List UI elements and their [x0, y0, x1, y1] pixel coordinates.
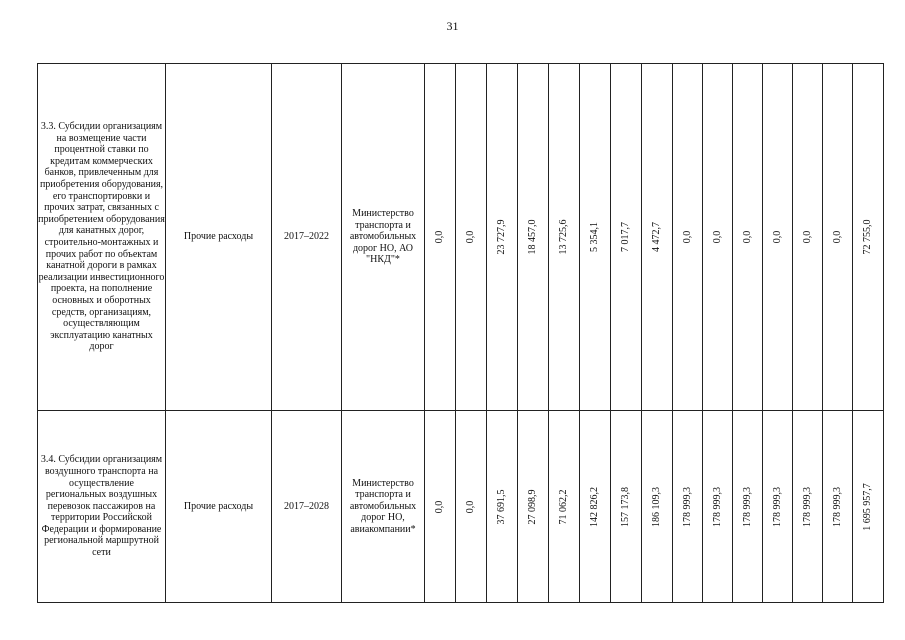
amount-cell: 178 999,3	[763, 411, 793, 603]
amount-cell: 18 457,0	[518, 64, 549, 411]
amount-cell: 142 826,2	[580, 411, 611, 603]
executor: Министерство транспорта и автомобильных дорог НО, АО "НКД"*	[342, 64, 425, 411]
measure-name: 3.4. Субсидии организациям воздушного транспорта на осуществление региональных воздушных перевозок пассажиров на территории Российской Федерации и формирование региональной маршрутной сети	[38, 411, 166, 603]
amount-cell: 13 725,6	[549, 64, 580, 411]
amount-cell: 37 691,5	[487, 411, 518, 603]
period: 2017–2022	[272, 64, 342, 411]
amount-cell: 0,0	[793, 64, 823, 411]
amount-cell: 186 109,3	[642, 411, 673, 603]
amount-cell: 5 354,1	[580, 64, 611, 411]
amount-cell: 0,0	[703, 64, 733, 411]
amount-cell: 178 999,3	[733, 411, 763, 603]
amount-cell: 0,0	[733, 64, 763, 411]
total-cell: 1 695 957,7	[853, 411, 884, 603]
executor: Министерство транспорта и автомобильных дорог НО, авиакомпании*	[342, 411, 425, 603]
budget-table	[37, 63, 884, 603]
amount-cell: 27 098,9	[518, 411, 549, 603]
amount-cell: 0,0	[763, 64, 793, 411]
amount-cell: 0,0	[673, 64, 703, 411]
amount-cell: 0,0	[823, 64, 853, 411]
amount-cell: 0,0	[456, 411, 487, 603]
measure-name: 3.3. Субсидии организациям на возмещение части процентной ставки по кредитам коммерческих банков, привлеченным для приобретения оборудования, его транспортировки и прочих затрат, связанных с приобретением оборудования для канатных дорог, строительно-монтажных и прочих работ по объектам канатной дороги в рамках реализации инвестиционного проекта, на пополнение основных и оборотных средств, организациям, осуществляющим эксплуатацию канатных дорог	[38, 64, 166, 411]
funding-source: Прочие расходы	[166, 411, 272, 603]
amount-cell: 178 999,3	[673, 411, 703, 603]
period: 2017–2028	[272, 411, 342, 603]
amount-cell: 178 999,3	[793, 411, 823, 603]
amount-cell: 0,0	[425, 411, 456, 603]
amount-cell: 7 017,7	[611, 64, 642, 411]
table-row	[38, 411, 884, 603]
amount-cell: 178 999,3	[823, 411, 853, 603]
amount-cell: 0,0	[425, 64, 456, 411]
amount-cell: 178 999,3	[703, 411, 733, 603]
total-cell: 72 755,0	[853, 64, 884, 411]
amount-cell: 23 727,9	[487, 64, 518, 411]
funding-source: Прочие расходы	[166, 64, 272, 411]
amount-cell: 71 062,2	[549, 411, 580, 603]
amount-cell: 157 173,8	[611, 411, 642, 603]
table-row	[38, 64, 884, 411]
amount-cell: 4 472,7	[642, 64, 673, 411]
page-number: 31	[446, 19, 459, 33]
amount-cell: 0,0	[456, 64, 487, 411]
